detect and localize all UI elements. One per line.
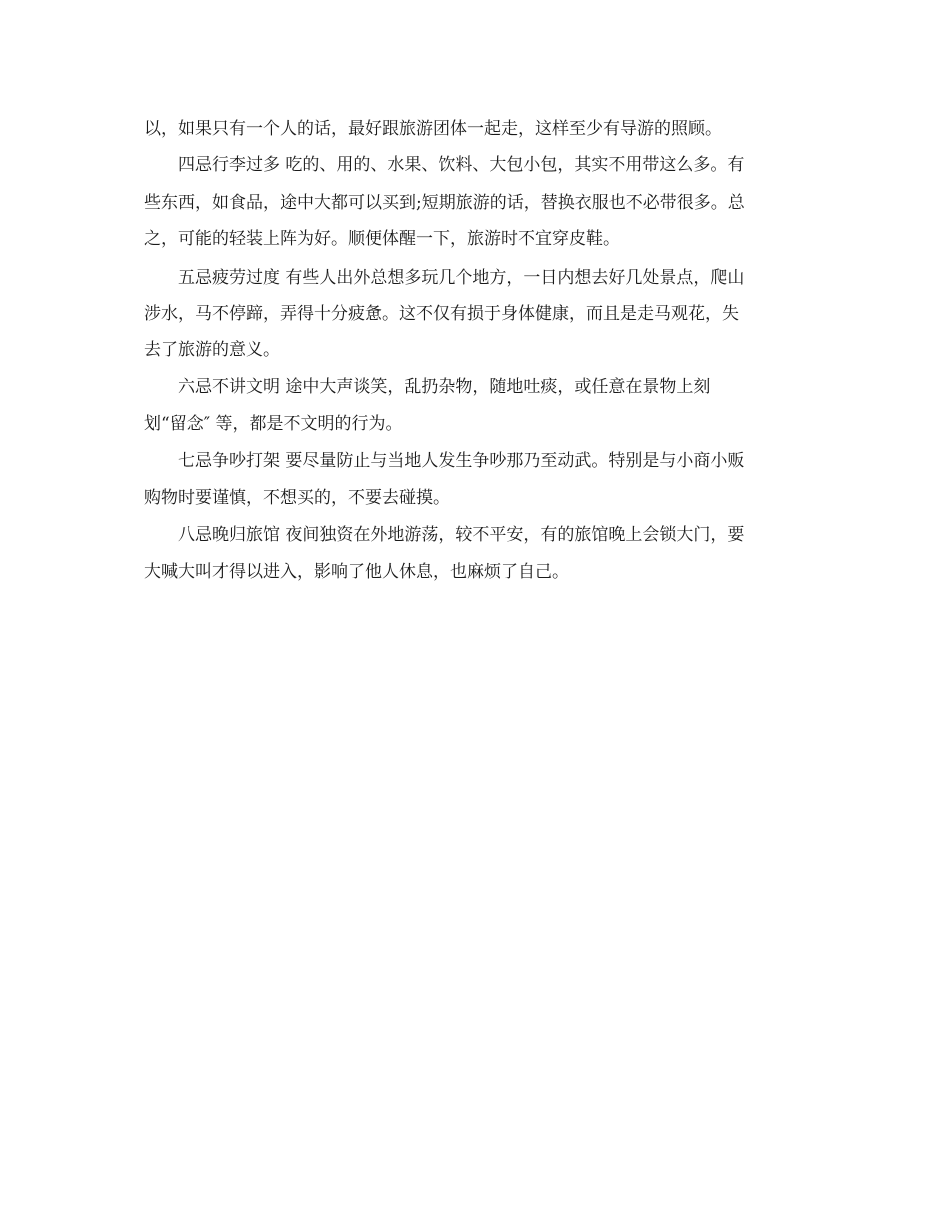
text-line: 划“留念″ 等，都是不文明的行为。 xyxy=(144,414,403,434)
text-line: 五忌疲劳过度 有些人出外总想多玩几个地方，一日内想去好几处景点，爬山 xyxy=(178,268,745,288)
text-line: 大喊大叫才得以进入，影响了他人休息，也麻烦了自己。 xyxy=(144,562,569,582)
text-line: 涉水，马不停蹄，弄得十分疲惫。这不仅有损于身体健康，而且是走马观花，失 xyxy=(144,304,739,324)
text-line: 购物时要谨慎，不想买的，不要去碰摸。 xyxy=(144,488,450,508)
text-line: 八忌晚归旅馆 夜间独资在外地游荡，较不平安，有的旅馆晚上会锁大门，要 xyxy=(178,525,745,545)
text-line: 七忌争吵打架 要尽量防止与当地人发生争吵那乃至动武。特别是与小商小贩 xyxy=(178,451,745,471)
text-line: 之，可能的轻装上阵为好。顺便体醒一下，旅游时不宜穿皮鞋。 xyxy=(144,229,620,249)
text-line: 去了旅游的意义。 xyxy=(144,340,280,360)
text-line: 四忌行李过多 吃的、用的、水果、饮料、大包小包，其实不用带这么多。有 xyxy=(178,155,745,175)
text-line: 些东西，如食品，途中大都可以买到;短期旅游的话，替换衣服也不必带很多。总 xyxy=(144,193,745,213)
text-line: 以，如果只有一个人的话，最好跟旅游团体一起走，这样至少有导游的照顾。 xyxy=(144,119,722,139)
text-line: 六忌不讲文明 途中大声谈笑，乱扔杂物，随地吐痰，或任意在景物上刻 xyxy=(178,377,711,397)
